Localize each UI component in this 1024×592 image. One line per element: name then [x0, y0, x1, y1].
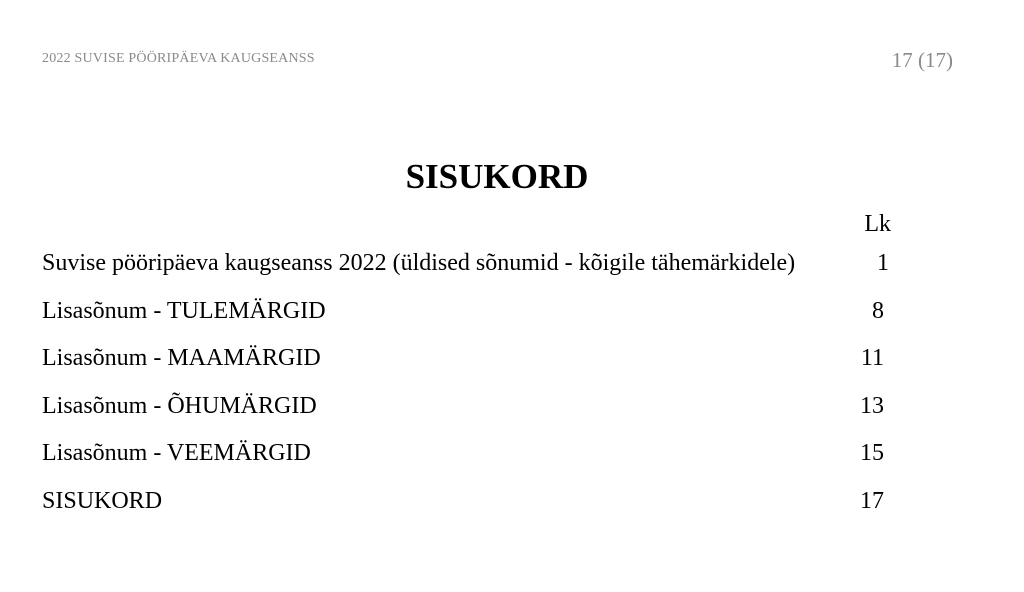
toc-entry[interactable]: [42, 246, 887, 294]
running-head: 2022 SUVISE PÖÖRIPÄEVA KAUGSEANSS: [42, 51, 315, 66]
toc-entry-label[interactable]: Lisasõnum - VEEMÄRGID: [42, 440, 311, 466]
toc-list: [42, 246, 887, 531]
toc-entry-label[interactable]: Suvise pööripäeva kaugseanss 2022 (üldised sõnumid - kõigile tähemärkidele): [42, 250, 796, 276]
toc-entry-label[interactable]: Lisasõnum - ÕHUMÄRGID: [42, 392, 317, 419]
toc-entry-page: 11: [860, 345, 884, 371]
toc-entry[interactable]: [42, 294, 887, 342]
toc-entry-label[interactable]: Lisasõnum - MAAMÄRGID: [42, 345, 321, 371]
toc-entry-page: 13: [860, 392, 884, 419]
toc-entry[interactable]: [42, 341, 887, 389]
toc-entry[interactable]: [42, 484, 887, 532]
toc-entry-page: 1: [877, 250, 889, 276]
toc-entry[interactable]: [42, 389, 887, 437]
toc-entry-page: 15: [860, 440, 884, 466]
page-column-label: Lk: [864, 211, 891, 237]
toc-entry-label[interactable]: Lisasõnum - TULEMÄRGID: [42, 297, 326, 324]
toc-entry-label[interactable]: SISUKORD: [42, 487, 163, 514]
toc-title: SISUKORD: [405, 157, 589, 196]
page-number: 17 (17): [891, 48, 953, 72]
toc-entry-page: 17: [860, 487, 884, 514]
toc-entry-page: 8: [872, 297, 884, 324]
toc-entry[interactable]: [42, 436, 887, 484]
